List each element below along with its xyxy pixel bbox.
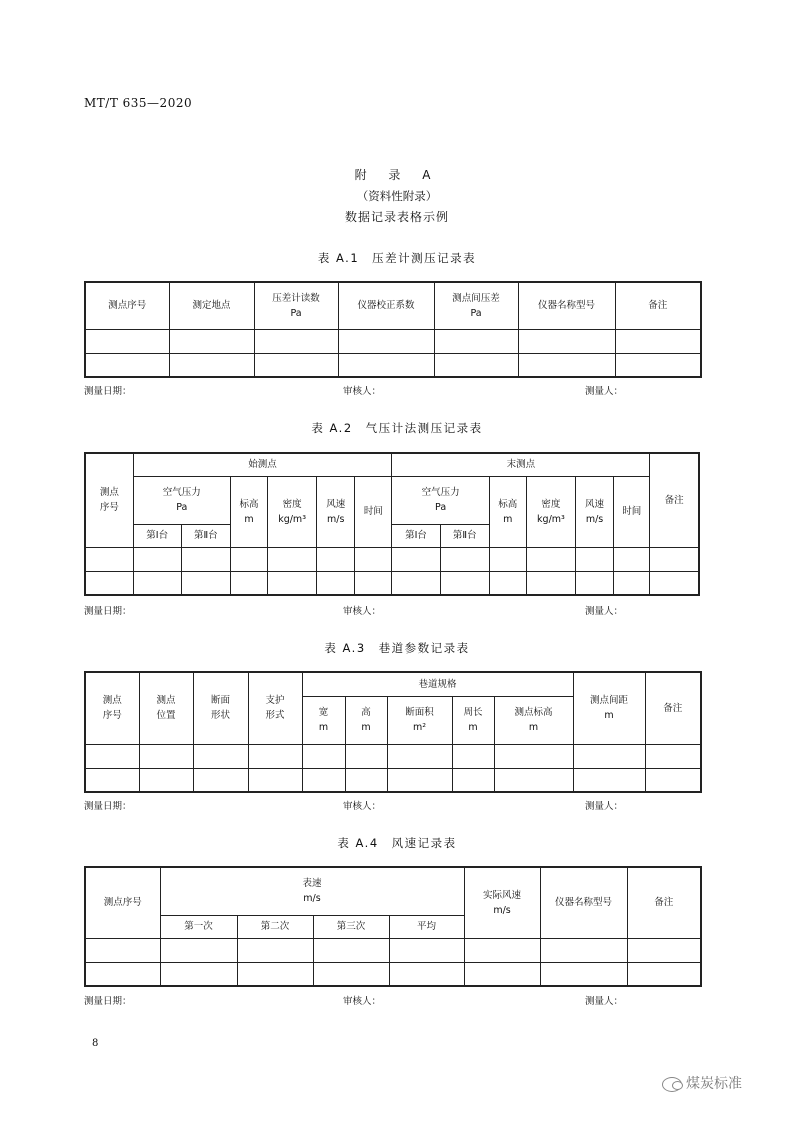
col-header: 宽 m bbox=[302, 696, 345, 744]
table1-pressure-diff bbox=[84, 281, 702, 378]
table-cell[interactable] bbox=[169, 329, 254, 353]
table-cell[interactable] bbox=[452, 744, 494, 768]
table-cell[interactable] bbox=[576, 547, 614, 571]
table-cell[interactable] bbox=[518, 329, 615, 353]
table-cell[interactable] bbox=[540, 938, 627, 962]
table-cell[interactable] bbox=[254, 353, 338, 377]
table-cell[interactable] bbox=[614, 571, 650, 595]
table-cell[interactable] bbox=[440, 547, 489, 571]
table-cell[interactable] bbox=[573, 768, 645, 792]
table2-barometer bbox=[84, 452, 700, 596]
table-cell[interactable] bbox=[464, 962, 540, 986]
table-cell[interactable] bbox=[248, 744, 302, 768]
table-cell[interactable] bbox=[615, 353, 701, 377]
table-cell[interactable] bbox=[193, 744, 248, 768]
table-cell[interactable] bbox=[85, 938, 160, 962]
table-cell[interactable] bbox=[615, 329, 701, 353]
table-header-row bbox=[85, 672, 701, 696]
col-header: 测点 序号 bbox=[85, 453, 133, 547]
table-cell[interactable] bbox=[650, 571, 699, 595]
table-row bbox=[85, 962, 701, 986]
table-cell[interactable] bbox=[302, 744, 345, 768]
col-header: 测点 位置 bbox=[139, 672, 193, 744]
col-header: 断面 形状 bbox=[193, 672, 248, 744]
col-header: 标高 m bbox=[489, 476, 526, 547]
table-cell[interactable] bbox=[169, 353, 254, 377]
col-header: 第一次 bbox=[160, 915, 237, 938]
date-label: 测量日期： bbox=[84, 386, 132, 397]
table-cell[interactable] bbox=[645, 744, 701, 768]
table-cell[interactable] bbox=[392, 571, 440, 595]
measurer-label: 测量人： bbox=[585, 996, 624, 1007]
measurer-label: 测量人： bbox=[585, 606, 624, 617]
table-cell[interactable] bbox=[317, 547, 355, 571]
table-cell[interactable] bbox=[627, 962, 701, 986]
col-header: 时间 bbox=[614, 476, 650, 547]
col-header: 高 m bbox=[345, 696, 387, 744]
table-cell[interactable] bbox=[645, 768, 701, 792]
table-cell[interactable] bbox=[85, 744, 139, 768]
table4-caption: 表 A.4 风速记录表 bbox=[337, 836, 457, 850]
table-row bbox=[85, 744, 701, 768]
table-cell[interactable] bbox=[434, 329, 518, 353]
table-cell[interactable] bbox=[85, 547, 133, 571]
table-cell[interactable] bbox=[268, 571, 317, 595]
col-header: 仪器校正系数 bbox=[338, 282, 434, 329]
table-cell[interactable] bbox=[392, 547, 440, 571]
table-cell[interactable] bbox=[389, 962, 464, 986]
table-header-row bbox=[85, 867, 701, 915]
col-header: 平均 bbox=[389, 915, 464, 938]
table-cell[interactable] bbox=[313, 962, 389, 986]
col-header: 支护 形式 bbox=[248, 672, 302, 744]
col-header: 密度 kg/m³ bbox=[526, 476, 575, 547]
table-cell[interactable] bbox=[181, 547, 230, 571]
standard-number: MT/T 635—2020 bbox=[84, 96, 193, 110]
col-header: 测点序号 bbox=[85, 282, 169, 329]
table-cell[interactable] bbox=[313, 938, 389, 962]
table-cell[interactable] bbox=[85, 571, 133, 595]
appendix-type: （资料性附录） bbox=[356, 189, 438, 203]
table-cell[interactable] bbox=[160, 962, 237, 986]
col-header: 密度 kg/m³ bbox=[268, 476, 317, 547]
group-header-spec: 巷道规格 bbox=[302, 672, 573, 696]
col-header: 周长 m bbox=[452, 696, 494, 744]
watermark-text: 煤炭标准 bbox=[686, 1076, 742, 1092]
table-header-row bbox=[85, 476, 699, 524]
table-cell[interactable] bbox=[489, 571, 526, 595]
table-cell[interactable] bbox=[85, 962, 160, 986]
measurer-label: 测量人： bbox=[585, 386, 624, 397]
col-header: 第二次 bbox=[237, 915, 313, 938]
table-cell[interactable] bbox=[237, 938, 313, 962]
reviewer-label: 审核人： bbox=[343, 606, 382, 617]
table-cell[interactable] bbox=[526, 547, 575, 571]
table-cell[interactable] bbox=[139, 768, 193, 792]
table-cell[interactable] bbox=[573, 744, 645, 768]
table-cell[interactable] bbox=[181, 571, 230, 595]
table-row bbox=[85, 547, 699, 571]
table3-roadway bbox=[84, 671, 702, 793]
table-cell[interactable] bbox=[526, 571, 575, 595]
col-header: 风速 m/s bbox=[317, 476, 355, 547]
col-header: 第三次 bbox=[313, 915, 389, 938]
table-cell[interactable] bbox=[230, 571, 267, 595]
table-cell[interactable] bbox=[248, 768, 302, 792]
col-header: 测点间压差 Pa bbox=[434, 282, 518, 329]
table-cell[interactable] bbox=[237, 962, 313, 986]
reviewer-label: 审核人： bbox=[343, 801, 382, 812]
table-cell[interactable] bbox=[650, 547, 699, 571]
table1-caption: 表 A.1 压差计测压记录表 bbox=[317, 251, 477, 265]
appendix-subtitle: 数据记录表格示例 bbox=[344, 210, 449, 224]
col-header: 仪器名称型号 bbox=[540, 867, 627, 938]
col-header: 空气压力 Pa bbox=[133, 476, 230, 524]
col-header: 测点间距 m bbox=[573, 672, 645, 744]
table-cell[interactable] bbox=[139, 744, 193, 768]
table-cell[interactable] bbox=[254, 329, 338, 353]
col-header: 备注 bbox=[627, 867, 701, 938]
group-header-start: 始测点 bbox=[133, 453, 392, 476]
col-header: 测点 序号 bbox=[85, 672, 139, 744]
table-cell[interactable] bbox=[464, 938, 540, 962]
table2-caption: 表 A.2 气压计法测压记录表 bbox=[311, 421, 483, 435]
table-cell[interactable] bbox=[268, 547, 317, 571]
col-header: 实际风速 m/s bbox=[464, 867, 540, 938]
table-cell[interactable] bbox=[338, 329, 434, 353]
table-row bbox=[85, 353, 701, 377]
reviewer-label: 审核人： bbox=[343, 996, 382, 1007]
col-header: 测定地点 bbox=[169, 282, 254, 329]
table-row bbox=[85, 768, 701, 792]
wechat-icon bbox=[662, 1077, 682, 1092]
table-cell[interactable] bbox=[160, 938, 237, 962]
table-header-row bbox=[85, 453, 699, 476]
table-cell[interactable] bbox=[355, 547, 392, 571]
table-cell[interactable] bbox=[452, 768, 494, 792]
table-cell[interactable] bbox=[494, 768, 573, 792]
table-cell[interactable] bbox=[614, 547, 650, 571]
table-cell[interactable] bbox=[440, 571, 489, 595]
col-header: 测点标高 m bbox=[494, 696, 573, 744]
table-cell[interactable] bbox=[518, 353, 615, 377]
table-cell[interactable] bbox=[317, 571, 355, 595]
table-cell[interactable] bbox=[302, 768, 345, 792]
col-header: 第Ⅰ台 bbox=[392, 524, 440, 547]
date-label: 测量日期： bbox=[84, 996, 132, 1007]
table-cell[interactable] bbox=[230, 547, 267, 571]
col-header: 第Ⅱ台 bbox=[440, 524, 489, 547]
table-cell[interactable] bbox=[345, 768, 387, 792]
table-cell[interactable] bbox=[133, 547, 181, 571]
table-cell[interactable] bbox=[627, 938, 701, 962]
col-header: 断面积 m² bbox=[387, 696, 452, 744]
table-cell[interactable] bbox=[355, 571, 392, 595]
date-label: 测量日期： bbox=[84, 801, 132, 812]
page-number: 8 bbox=[92, 1038, 99, 1049]
group-header-end: 末测点 bbox=[392, 453, 650, 476]
table-cell[interactable] bbox=[85, 353, 169, 377]
table-cell[interactable] bbox=[85, 768, 139, 792]
table3-caption: 表 A.3 巷道参数记录表 bbox=[324, 641, 470, 655]
col-header: 压差计读数 Pa bbox=[254, 282, 338, 329]
table-cell[interactable] bbox=[434, 353, 518, 377]
table-cell[interactable] bbox=[576, 571, 614, 595]
col-header: 第Ⅰ台 bbox=[133, 524, 181, 547]
table-cell[interactable] bbox=[85, 329, 169, 353]
col-header: 备注 bbox=[645, 672, 701, 744]
col-header: 测点序号 bbox=[85, 867, 160, 938]
col-header: 备注 bbox=[615, 282, 701, 329]
col-header: 空气压力 Pa bbox=[392, 476, 489, 524]
col-header: 标高 m bbox=[230, 476, 267, 547]
date-label: 测量日期： bbox=[84, 606, 132, 617]
table-cell[interactable] bbox=[540, 962, 627, 986]
measurer-label: 测量人： bbox=[585, 801, 624, 812]
table-cell[interactable] bbox=[387, 768, 452, 792]
table4-wind-speed bbox=[84, 866, 702, 987]
col-header: 风速 m/s bbox=[576, 476, 614, 547]
watermark bbox=[662, 1073, 742, 1093]
table-cell[interactable] bbox=[387, 744, 452, 768]
table-cell[interactable] bbox=[133, 571, 181, 595]
appendix-title: 附 录 A bbox=[354, 168, 440, 182]
table-cell[interactable] bbox=[338, 353, 434, 377]
col-header: 第Ⅱ台 bbox=[181, 524, 230, 547]
table-row bbox=[85, 329, 701, 353]
col-header: 仪器名称型号 bbox=[518, 282, 615, 329]
table-cell[interactable] bbox=[345, 744, 387, 768]
table-cell[interactable] bbox=[389, 938, 464, 962]
col-header: 备注 bbox=[650, 453, 699, 547]
table-cell[interactable] bbox=[494, 744, 573, 768]
table-row bbox=[85, 938, 701, 962]
table-cell[interactable] bbox=[193, 768, 248, 792]
table-row bbox=[85, 571, 699, 595]
group-header-surface: 表速 m/s bbox=[160, 867, 464, 915]
reviewer-label: 审核人： bbox=[343, 386, 382, 397]
table-header-row bbox=[85, 282, 701, 329]
table-cell[interactable] bbox=[489, 547, 526, 571]
col-header: 时间 bbox=[355, 476, 392, 547]
